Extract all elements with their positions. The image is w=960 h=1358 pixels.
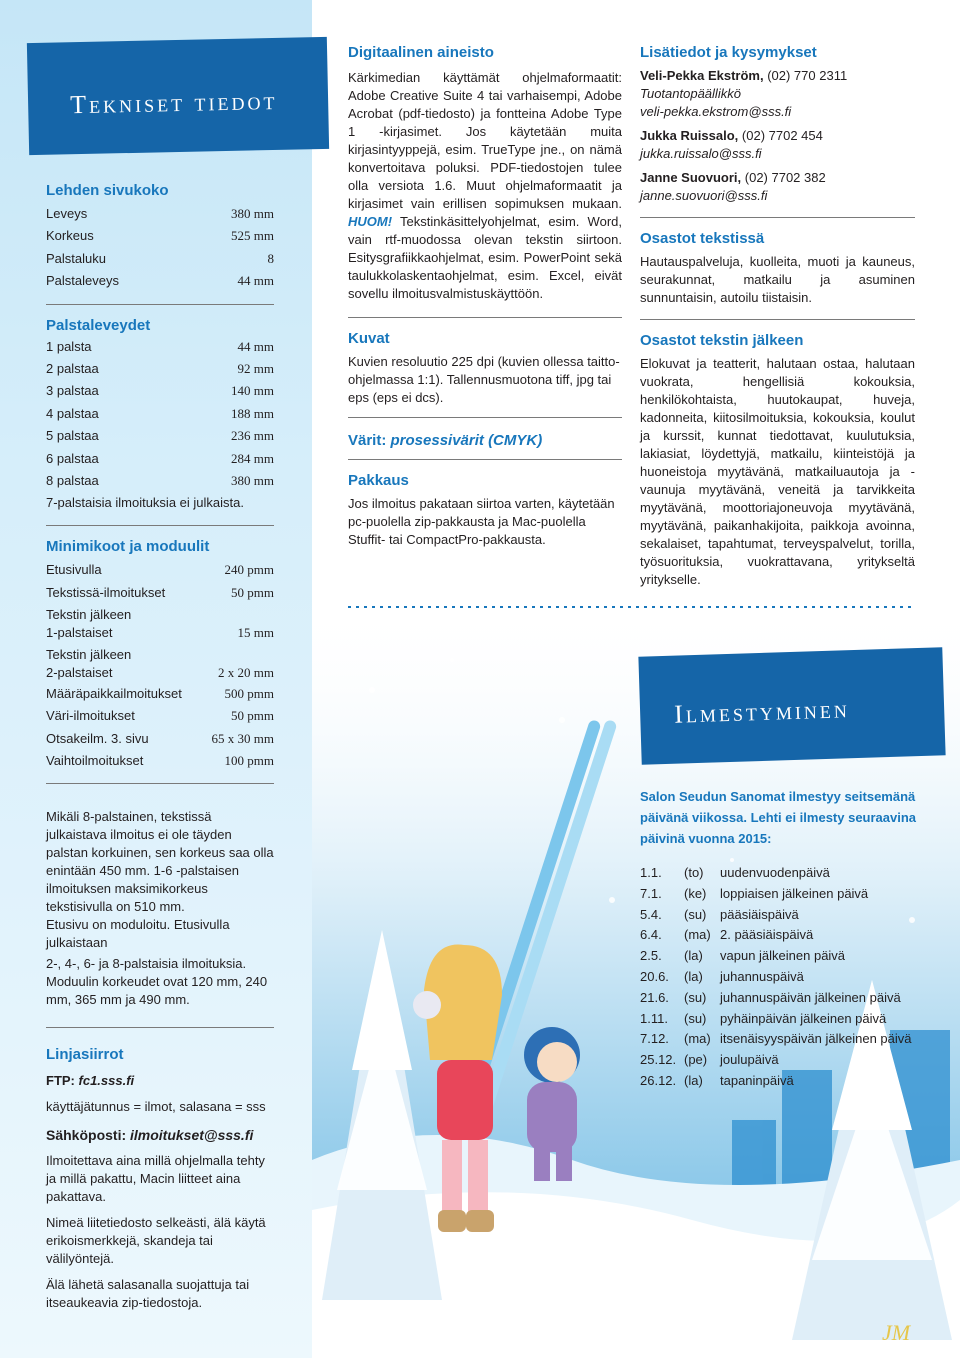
list-item: 1.11. (su) pyhäinpäivän jälkeinen päivä [640,1010,887,1026]
contact-entry: Jukka Ruissalo, (02) 7702 454 jukka.ruissalo@sss.fi [640,127,915,163]
table-row: 5 palstaa 236 mm [46,428,274,444]
ftp-line: FTP: fc1.sss.fi [46,1072,135,1088]
table-row: Tekstissä-ilmoitukset 50 pmm [46,584,274,600]
images-body: Kuvien resoluutio 225 dpi (kuvien ollessa taitto-ohjelmassa 1:1). Tallennusmuotona tiff, jpg tai eps (eps ei dcs). [348,354,620,405]
notes-paragraph: Mikäli 8-palstainen, tekstissä julkaistava ilmoitus ei ole täyden palstan korkuinen, sen korkeus saa olla enintään 450 mm. 1-6 -palstaisen ilmoituksen maksimikorkeus tekstisivulla on 510 mm. [46,808,274,914]
email-line: Sähköposti: ilmoitukset@sss.fi [46,1126,254,1143]
minimums-table [46,559,274,604]
column-widths-note: 7-palstaisia ilmoituksia ei julkaista. [46,495,244,511]
left-column [46,182,274,1312]
packing-body: Jos ilmoitus pakataan siirtoa varten, käytetään pc-puolella zip-pakkausta ja Mac-puolella Stuffit- tai CompactPro-pakkausta. [348,496,615,547]
images-heading: Kuvat [348,330,390,347]
colors-line: Värit: prosessivärit (CMYK) [348,432,543,449]
list-item: 1.1. (to) uudenvuodenpäivä [640,865,830,880]
after-text-body: Elokuvat ja teatterit, halutaan ostaa, halutaan vuokrata, hengellisiä kokouksia, henkilökohtaista, huutokaupat, huveja, kadonneita, kiitosilmoituksia, kokouksia, koulut ja kurssit, kunnat tiedottavat, kuulutuksia, lakiasiat, löydettyjä, matkailu, kiinteistöjä ja huoneistoja myytävänä, matkailuautoja ja -vaunuja myytävänä, veneitä ja tarvikkeita myytävänä, moottoriajoneuvoja myytävänä, myytävänä, paikanhakijoita, paikkoja avoinna, sekalaiset, tapahtumat, terveyspalvelut, torilla, työsuorituksia, vuokrattavana, yritykseltä yritykselle. [640,356,915,587]
contact-email-link[interactable]: janne.suovuori@sss.fi [640,188,768,203]
dates-list [640,863,920,1092]
title-banner [27,37,329,155]
table-row: Määräpaikkailmoitukset 500 pmm [46,686,274,702]
publication-section [640,786,920,1092]
column-widths-table [46,336,274,493]
divider [46,1027,274,1028]
table-row: Etusivulla 240 pmm [46,562,274,578]
banner-title: Tekniset tiedot [69,85,278,120]
transfer-paragraph: Älä lähetä salasanalla suojattuja tai itseaukeavia zip-tiedostoja. [46,1276,250,1310]
contact-email-link[interactable]: veli-pekka.ekstrom@sss.fi [640,104,792,119]
email-link[interactable]: ilmoitukset@sss.fi [130,1126,254,1143]
list-item: 2.5. (la) vapun jälkeinen päivä [640,948,846,964]
divider [46,525,274,526]
page-size-heading: Lehden sivukoko [46,182,169,199]
login-info: käyttäjätunnus = ilmot, salasana = sss [46,1098,266,1114]
middle-column [348,44,622,549]
table-row: 1 palsta 44 mm [46,338,274,354]
minimums-heading: Minimikoot ja moduulit [46,538,210,556]
contacts-heading: Lisätiedot ja kysymykset [640,44,817,61]
notes-paragraph: 2-, 4-, 6- ja 8-palstaisia ilmoituksia. Moduulin korkeudet ovat 120 mm, 240 mm, 365 mm ja 490 mm. [46,955,268,1007]
list-item: 21.6. (su) juhannuspäivän jälkeinen päivä [640,989,901,1005]
divider [640,217,915,218]
page-size-table [46,203,274,293]
digital-heading: Digitaalinen aineisto [348,44,494,61]
notes-paragraph: Etusivu on moduloitu. Etusivulla julkaistaan [46,916,230,950]
contact-entry: Janne Suovuori, (02) 7702 382 janne.suovuori@sss.fi [640,169,915,205]
table-row: Palstaluku 8 [46,250,274,266]
signature-jm: JM [882,1320,911,1345]
list-item: 7.12. (ma) itsenäisyyspäivän jälkeinen päivä [640,1031,912,1047]
table-row: 3 palstaa 140 mm [46,383,274,399]
publication-intro: Salon Seudun Sanomat ilmestyy seitsemänä päivänä viikossa. Lehti ei ilmesty seuraavina päivinä vuonna 2015: [640,789,917,846]
table-row: Palstaleveys 44 mm [46,273,274,289]
table-row: Tekstin jälkeen 1-palstaiset 15 mm [46,607,274,641]
column-widths-heading: Palstaleveydet [46,316,151,334]
divider [348,459,622,460]
in-text-heading: Osastot tekstissä [640,230,765,247]
divider [640,319,915,320]
right-column [640,44,915,589]
table-row: Leveys 380 mm [46,206,274,221]
list-item: 20.6. (la) juhannuspäivä [640,968,804,984]
table-row: Väri-ilmoitukset 50 pmm [46,708,274,724]
transfer-paragraph: Nimeä liitetiedosto selkeästi, älä käytä erikoismerkkejä, skandeja tai välilyöntejä. [46,1214,266,1266]
divider [46,783,274,784]
list-item: 7.1. (ke) loppiaisen jälkeinen päivä [640,885,869,901]
contact-entry: Veli-Pekka Ekström, (02) 770 2311 Tuotantopäällikkö veli-pekka.ekstrom@sss.fi [640,67,915,121]
huom-label: HUOM! [348,214,393,229]
transfer-paragraph: Ilmoitettava aina millä ohjelmalla tehty ja millä pakattu, Macin liitteet aina pakattava. [46,1152,265,1204]
packing-heading: Pakkaus [348,472,409,489]
minimums-table-2 [46,683,274,773]
table-row: Otsakeilm. 3. sivu 65 x 30 mm [46,730,274,746]
list-item: 6.4. (ma) 2. pääsiäispäivä [640,927,814,943]
transfer-heading: Linjasiirrot [46,1045,124,1063]
table-row: 4 palstaa 188 mm [46,405,274,421]
table-row: 6 palstaa 284 mm [46,450,274,466]
table-row: Vaihtoilmoitukset 100 pmm [46,753,274,769]
ftp-address-link[interactable]: fc1.sss.fi [78,1072,135,1088]
contact-email-link[interactable]: jukka.ruissalo@sss.fi [640,146,762,161]
publication-banner [638,647,945,764]
divider [46,304,274,305]
dashed-divider [348,604,916,610]
divider [348,317,622,318]
list-item: 26.12. (la) tapaninpäivä [640,1072,794,1088]
digital-body: Kärkimedian käyttämät ohjelmaformaatit: Adobe Creative Suite 4 tai varhaisempi, Adobe Acrobat (pdf-tiedosto) ja fontteina Adobe Type 1 -kirjasimet. Jos käytetään muita kirjasintyyppejä, esim. TrueType jne., on nämä konvertoitava poluksi. PDF-tiedostojen tulee olla versiota 1.6. Muut ohjelmaformaatit ja kirjasimet vain erillisen sopimuksen mukaan. HUOM! Tekstinkäsittelyohjelmat, esim. Word, vain rtf-muodossa olevan tekstin siirtoon. Esitysgrafiikkaohjelmat, esim. PowerPoint sekä taulukkolaskentaohjelmat, esim. Excel, eivät sovellu ilmoitusvalmistuskäyttöön. [348,70,622,301]
in-text-body: Hautauspalveluja, kuolleita, muoti ja kauneus, seurakunnat, matkailu ja asuminen sunnuntaisin, autoilu tiistaisin. [640,254,915,305]
after-text-heading: Osastot tekstin jälkeen [640,332,804,349]
table-row: Korkeus 525 mm [46,228,274,244]
banner-title-publication: Ilmestyminen [673,694,851,729]
table-row: 8 palstaa 380 mm [46,472,274,488]
list-item: 25.12. (pe) joulupäivä [640,1052,779,1068]
table-row: Tekstin jälkeen 2-palstaiset 2 x 20 mm [46,647,274,681]
divider [348,417,622,418]
table-row: 2 palstaa 92 mm [46,360,274,376]
list-item: 5.4. (su) pääsiäispäivä [640,906,799,922]
